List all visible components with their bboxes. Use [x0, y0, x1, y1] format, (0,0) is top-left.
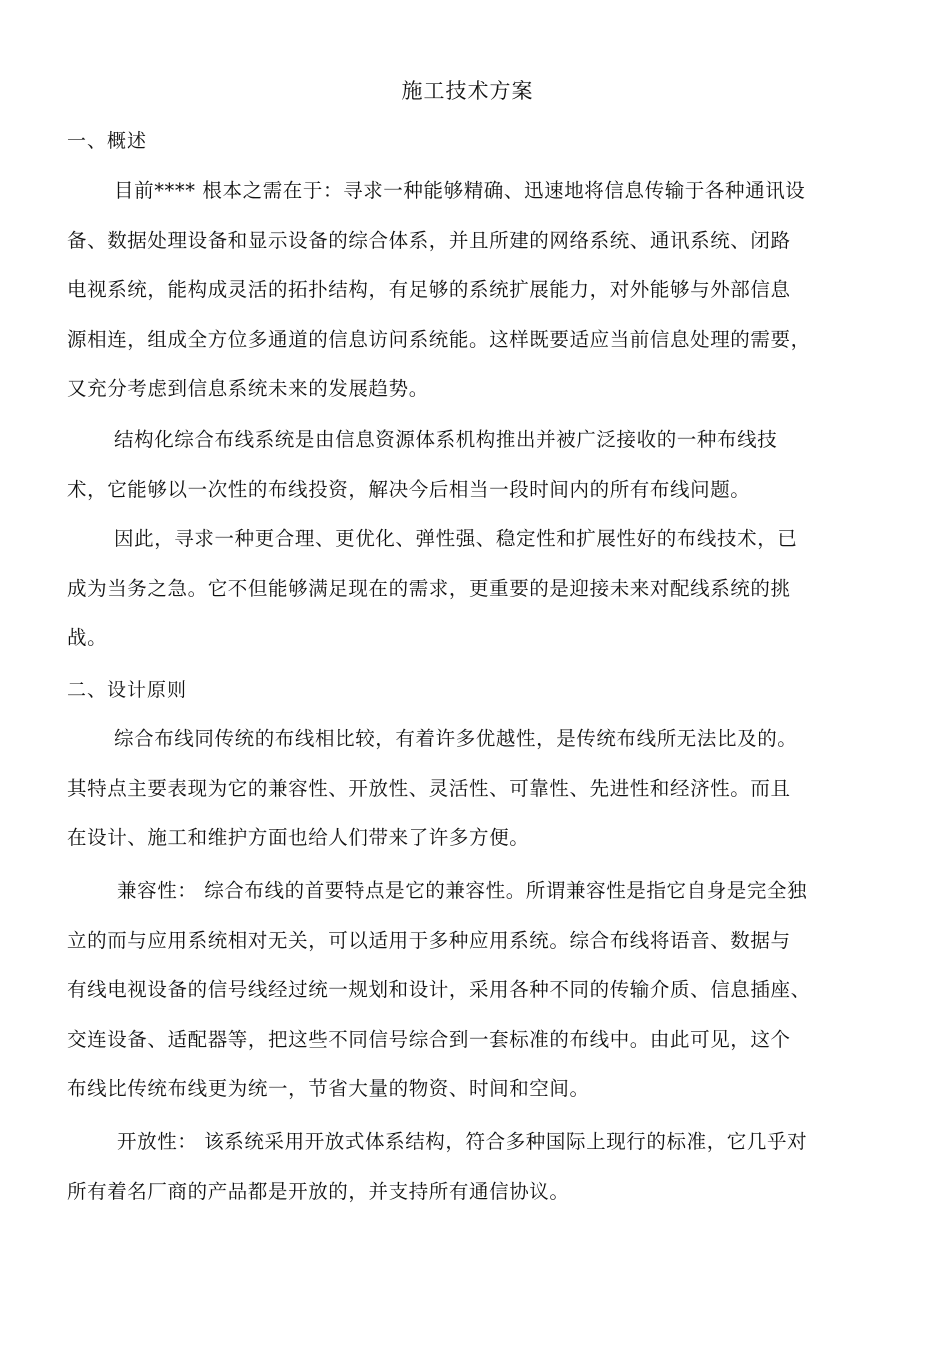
paragraph-line: 立的而与应用系统相对无关，可以适用于多种应用系统。综合布线将语音、数据与: [67, 928, 791, 952]
paragraph-line: 其特点主要表现为它的兼容性、开放性、灵活性、可靠性、先进性和经济性。而且: [67, 776, 791, 800]
section-heading-overview: 一、概述: [67, 130, 148, 152]
paragraph-line: 因此，寻求一种更合理、更优化、弹性强、稳定性和扩展性好的布线技术，已: [114, 527, 798, 550]
paragraph-line: 开放性： 该系统采用开放式体系结构，符合多种国际上现行的标准，它几乎对: [117, 1130, 808, 1153]
paragraph-line: 综合布线同传统的布线相比较，有着许多优越性，是传统布线所无法比及的。: [114, 727, 798, 750]
paragraph: [67, 415, 837, 514]
paragraph-line: 所有着名厂商的产品都是开放的，并支持所有通信协议。: [67, 1179, 570, 1203]
paragraph: [67, 714, 837, 863]
paragraph-line: 布线比传统布线更为统一，节省大量的物资、时间和空间。: [67, 1077, 590, 1100]
paragraph: [67, 166, 837, 414]
paragraph-line: 又充分考虑到信息系统未来的发展趋势。: [67, 377, 429, 400]
paragraph-line: 目前**** 根本之需在于：寻求一种能够精确、迅速地将信息传输于各种通讯设: [114, 179, 806, 202]
paragraph-line: 电视系统，能构成灵活的拓扑结构，有足够的系统扩展能力，对外能够与外部信息: [67, 278, 791, 301]
document-title: 施工技术方案: [401, 79, 534, 103]
paragraph: [67, 514, 837, 663]
paragraph-line: 成为当务之急。它不但能够满足现在的需求，更重要的是迎接未来对配线系统的挑: [67, 576, 791, 600]
paragraph: [67, 1117, 837, 1216]
paragraph-line: 兼容性： 综合布线的首要特点是它的兼容性。所谓兼容性是指它自身是完全独: [117, 879, 808, 902]
paragraph-line: 交连设备、适配器等，把这些不同信号综合到一套标准的布线中。由此可见，这个: [67, 1027, 791, 1051]
paragraph-line: 结构化综合布线系统是由信息资源体系机构推出并被广泛接收的一种布线技: [114, 428, 778, 451]
paragraph-line: 源相连，组成全方位多通道的信息访问系统能。这样既要适应当前信息处理的需要，: [67, 327, 811, 351]
paragraph-line: 术，它能够以一次性的布线投资，解决今后相当一段时间内的所有布线问题。: [67, 477, 751, 501]
paragraph-line: 在设计、施工和维护方面也给人们带来了许多方便。: [67, 826, 530, 849]
paragraph: [67, 866, 837, 1114]
paragraph-line: 战。: [67, 626, 108, 649]
paragraph-line: 有线电视设备的信号线经过统一规划和设计，采用各种不同的传输介质、信息插座、: [67, 978, 811, 1001]
section-heading-design-principles: 二、设计原则: [67, 679, 188, 701]
paragraph-line: 备、数据处理设备和显示设备的综合体系，并且所建的网络系统、通讯系统、闭路: [67, 228, 791, 252]
